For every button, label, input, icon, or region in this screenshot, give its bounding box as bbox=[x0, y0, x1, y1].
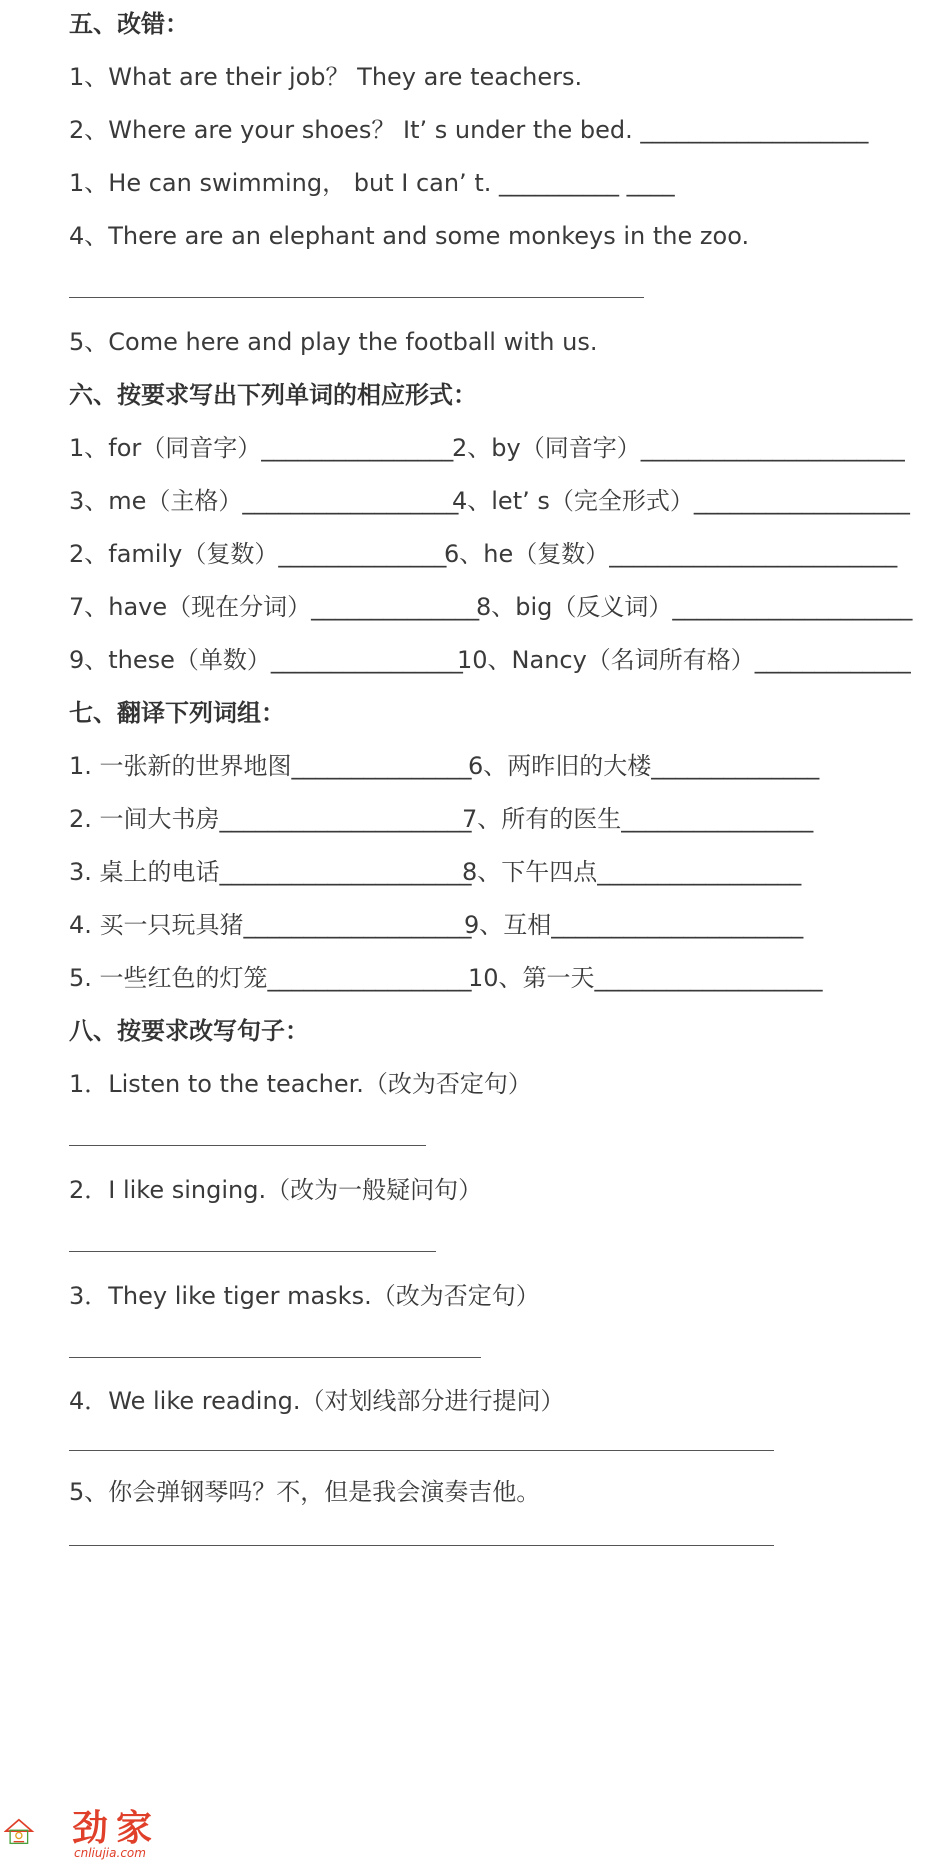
answer-line bbox=[69, 1450, 774, 1451]
answer-line bbox=[69, 297, 644, 298]
section-7-row-3-right: 8、下午四点_________________ bbox=[462, 858, 802, 886]
section-6-row-3-left: 2、family（复数）______________ bbox=[69, 540, 447, 568]
section-6-row-2-left: 3、me（主格）__________________ bbox=[69, 487, 459, 515]
section-7-row-4-left: 4. 买一只玩具猪___________________ bbox=[69, 911, 472, 939]
section-7-heading: 七、翻译下列词组： bbox=[69, 699, 285, 727]
section-8-item-5: 5、你会弹钢琴吗？不，但是我会演奏吉他。 bbox=[69, 1478, 541, 1506]
section-5-item-1: 1、What are their job？ They are teachers. bbox=[69, 63, 583, 91]
section-7-row-5-left: 5. 一些红色的灯笼_________________ bbox=[69, 964, 472, 992]
section-5-item-3: 1、He can swimming， but I can’ t. __________ ____ bbox=[69, 169, 675, 197]
section-6-row-3-right: 6、he（复数）________________________ bbox=[444, 540, 898, 568]
section-8-item-3: 3．They like tiger masks.（改为否定句） bbox=[69, 1282, 540, 1310]
section-6-row-5-right: 10、Nancy（名词所有格）_____________ bbox=[457, 646, 911, 674]
section-6-row-2-right: 4、let’ s（完全形式）__________________ bbox=[452, 487, 910, 515]
section-5-item-5: 5、Come here and play the football with us. bbox=[69, 328, 598, 356]
watermark-brand: 劲家 bbox=[72, 1807, 161, 1849]
section-8-heading: 八、按要求改写句子： bbox=[69, 1017, 309, 1045]
answer-line bbox=[69, 1145, 426, 1146]
section-6-row-5-left: 9、these（单数）________________ bbox=[69, 646, 463, 674]
section-7-row-3-left: 3. 桌上的电话_____________________ bbox=[69, 858, 472, 886]
section-8-item-2: 2．I like singing.（改为一般疑问句） bbox=[69, 1176, 483, 1204]
answer-line bbox=[69, 1251, 436, 1252]
section-5-item-4: 4、There are an elephant and some monkeys in the zoo. bbox=[69, 222, 750, 250]
answer-line bbox=[69, 1545, 774, 1546]
section-6-heading: 六、按要求写出下列单词的相应形式： bbox=[69, 381, 477, 409]
section-8-item-4: 4．We like reading.（对划线部分进行提问） bbox=[69, 1387, 565, 1415]
section-7-row-5-right: 10、第一天___________________ bbox=[468, 964, 823, 992]
section-6-row-4-left: 7、have（现在分词）______________ bbox=[69, 593, 480, 621]
section-7-row-1-left: 1. 一张新的世界地图_______________ bbox=[69, 752, 472, 780]
section-7-row-1-right: 6、两昨旧的大楼______________ bbox=[468, 752, 820, 780]
section-8-item-1: 1．Listen to the teacher.（改为否定句） bbox=[69, 1070, 532, 1098]
watermark-url: cnliujia.com bbox=[74, 1846, 146, 1860]
section-5-heading: 五、改错： bbox=[69, 10, 189, 38]
section-6-row-4-right: 8、big（反义词）____________________ bbox=[476, 593, 913, 621]
section-7-row-2-left: 2. 一间大书房_____________________ bbox=[69, 805, 472, 833]
section-7-row-4-right: 9、互相_____________________ bbox=[464, 911, 804, 939]
section-6-row-1-left: 1、for（同音字）________________ bbox=[69, 434, 454, 462]
house-logo-icon bbox=[4, 1800, 74, 1864]
section-5-item-2: 2、Where are your shoes？ It’ s under the bed. ___________________ bbox=[69, 116, 869, 144]
section-6-row-1-right: 2、by（同音字）______________________ bbox=[452, 434, 905, 462]
answer-line bbox=[69, 1357, 481, 1358]
section-7-row-2-right: 7、所有的医生________________ bbox=[462, 805, 814, 833]
